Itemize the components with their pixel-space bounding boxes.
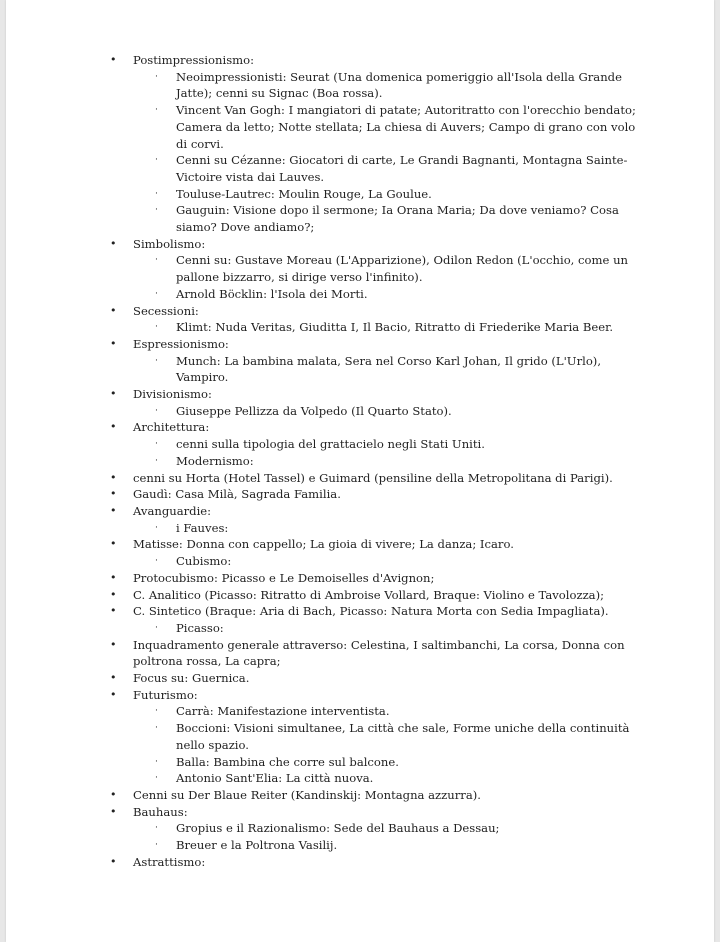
- list-item-text: Neoimpressionisti: Seurat (Una domenica pomeriggio all'Isola della Grande Jatte); cenni su Signac (Boa rossa).: [176, 69, 622, 101]
- list-item: [6, 503, 714, 520]
- sub-bullet-icon: ·: [155, 188, 158, 199]
- list-item-text: Espressionismo:: [133, 336, 229, 351]
- list-item-text: Protocubismo: Picasso e Le Demoiselles d'Avignon;: [133, 570, 435, 585]
- list-item-text: Gaudì: Casa Milà, Sagrada Familia.: [133, 487, 341, 502]
- list-item-text: cenni su Horta (Hotel Tassel) e Guimard (pensiline della Metropolitana di Parigi).: [133, 470, 613, 485]
- sub-list-item: [6, 720, 714, 753]
- bullet-icon: •: [110, 604, 117, 618]
- list-item-text: Matisse: Donna con cappello; La gioia di vivere; La danza; Icaro.: [133, 537, 514, 552]
- bullet-icon: •: [110, 587, 117, 601]
- sub-list-item: [6, 703, 714, 720]
- sub-bullet-icon: ·: [155, 522, 158, 533]
- list-item: [6, 854, 714, 871]
- sub-bullet-icon: ·: [155, 706, 158, 717]
- list-item: [6, 419, 714, 436]
- sub-bullet-icon: ·: [155, 455, 158, 466]
- list-item-text: Cubismo:: [176, 554, 232, 569]
- sub-list-item: [6, 820, 714, 837]
- list-item-text: Futurismo:: [133, 687, 198, 702]
- list-item-text: Klimt: Nuda Veritas, Giuditta I, Il Bacio, Ritratto di Friederike Maria Beer.: [176, 320, 614, 335]
- sub-list-item: [6, 202, 714, 235]
- sub-bullet-icon: ·: [155, 205, 158, 216]
- list-item-text: Touluse-Lautrec: Moulin Rouge, La Goulue.: [176, 186, 432, 201]
- list-item-text: Architettura:: [133, 420, 210, 435]
- sub-list-item: [6, 252, 714, 285]
- sub-bullet-icon: ·: [155, 622, 158, 633]
- list-item: [6, 637, 714, 670]
- document-page: [6, 0, 714, 942]
- list-item-text: Arnold Böcklin: l'Isola dei Morti.: [176, 286, 368, 301]
- list-item: [6, 804, 714, 821]
- sub-list-item: [6, 553, 714, 570]
- bullet-icon: •: [110, 420, 117, 434]
- list-item-text: C. Analitico (Picasso: Ritratto di Ambroise Vollard, Braque: Violino e Tavolozza);: [133, 587, 605, 602]
- list-item-text: Munch: La bambina malata, Sera nel Corso Karl Johan, Il grido (L'Urlo), Vampiro.: [176, 353, 602, 385]
- bullet-icon: •: [110, 487, 117, 501]
- sub-list-item: [6, 102, 714, 152]
- sub-bullet-icon: ·: [155, 255, 158, 266]
- list-item-text: Antonio Sant'Elia: La città nuova.: [176, 771, 374, 786]
- list-item-text: Gropius e il Razionalismo: Sede del Bauhaus a Dessau;: [176, 821, 500, 836]
- sub-bullet-icon: ·: [155, 322, 158, 333]
- list-item-text: Avanguardie:: [133, 503, 212, 518]
- sub-bullet-icon: ·: [155, 840, 158, 851]
- sub-bullet-icon: ·: [155, 723, 158, 734]
- topic-list: [6, 52, 714, 870]
- list-item-text: Breuer e la Poltrona Vasilij.: [176, 838, 338, 853]
- list-item-text: Gauguin: Visione dopo il sermone; Ia Orana Maria; Da dove veniamo? Cosa siamo? Dove andiamo?;: [176, 203, 619, 235]
- bullet-icon: •: [110, 687, 117, 701]
- bullet-icon: •: [110, 671, 117, 685]
- sub-list-item: [6, 436, 714, 453]
- sub-list-item: [6, 319, 714, 336]
- list-item-text: Secessioni:: [133, 303, 199, 318]
- list-item-text: Giuseppe Pellizza da Volpedo (Il Quarto Stato).: [176, 403, 452, 418]
- sub-bullet-icon: ·: [155, 71, 158, 82]
- bullet-icon: •: [110, 53, 117, 66]
- list-item-text: Cenni su: Gustave Moreau (L'Apparizione), Odilon Redon (L'occhio, come un pallone bizzarro, si dirige verso l'infinito).: [176, 253, 629, 285]
- list-item: [6, 787, 714, 804]
- list-item: [6, 536, 714, 553]
- list-item: [6, 486, 714, 503]
- list-item: [6, 303, 714, 320]
- list-item-text: Astrattismo:: [133, 854, 206, 869]
- bullet-icon: •: [110, 637, 117, 651]
- list-item: [6, 236, 714, 253]
- sub-bullet-icon: ·: [155, 439, 158, 450]
- list-item: [6, 670, 714, 687]
- bullet-icon: •: [110, 336, 117, 350]
- list-item-text: Vincent Van Gogh: I mangiatori di patate; Autoritratto con l'orecchio bendato; Camera da letto; Notte stellata; La chiesa di Auvers; Campo di grano con volo di corvi.: [176, 103, 636, 151]
- sub-bullet-icon: ·: [155, 756, 158, 767]
- sub-list-item: [6, 453, 714, 470]
- list-item-text: Carrà: Manifestazione interventista.: [176, 704, 390, 719]
- bullet-icon: •: [110, 236, 117, 250]
- list-item: [6, 386, 714, 403]
- list-item-text: Postimpressionismo:: [133, 53, 255, 67]
- sub-list-item: [6, 353, 714, 386]
- list-item: [6, 603, 714, 620]
- list-item-text: Focus su: Guernica.: [133, 671, 250, 686]
- list-item-text: Balla: Bambina che corre sul balcone.: [176, 754, 399, 769]
- sub-bullet-icon: ·: [155, 155, 158, 166]
- bullet-icon: •: [110, 570, 117, 584]
- sub-list-item: [6, 770, 714, 787]
- list-item-text: Divisionismo:: [133, 387, 212, 402]
- sub-bullet-icon: ·: [155, 556, 158, 567]
- bullet-icon: •: [110, 503, 117, 517]
- bullet-icon: •: [110, 303, 117, 317]
- list-item-text: C. Sintetico (Braque: Aria di Bach, Picasso: Natura Morta con Sedia Impagliata).: [133, 604, 609, 619]
- list-item-text: Boccioni: Visioni simultanee, La città che sale, Forme uniche della continuità nello spazio.: [176, 721, 630, 752]
- list-item: [6, 687, 714, 704]
- list-item-text: Cenni su Cézanne: Giocatori di carte, Le Grandi Bagnanti, Montagna Sainte-Victoire vista dai Lauves.: [176, 153, 628, 184]
- sub-bullet-icon: ·: [155, 288, 158, 299]
- list-item-text: Modernismo:: [176, 453, 254, 468]
- list-item: [6, 570, 714, 587]
- bullet-icon: •: [110, 787, 117, 801]
- sub-bullet-icon: ·: [155, 823, 158, 834]
- sub-list-item: [6, 186, 714, 203]
- bullet-icon: •: [110, 854, 117, 868]
- sub-list-item: [6, 520, 714, 537]
- list-item-text: cenni sulla tipologia del grattacielo negli Stati Uniti.: [176, 437, 485, 452]
- sub-bullet-icon: ·: [155, 355, 158, 366]
- sub-list-item: [6, 620, 714, 637]
- list-item-text: Simbolismo:: [133, 236, 206, 251]
- sub-bullet-icon: ·: [155, 405, 158, 416]
- list-item-text: Picasso:: [176, 620, 224, 635]
- bullet-icon: •: [110, 804, 117, 818]
- list-item-text: Inquadramento generale attraverso: Celestina, I saltimbanchi, La corsa, Donna con poltrona rossa, La capra;: [133, 637, 625, 669]
- sub-list-item: [6, 837, 714, 854]
- bullet-icon: •: [110, 537, 117, 551]
- list-item-text: Cenni su Der Blaue Reiter (Kandinskij: Montagna azzurra).: [133, 787, 481, 802]
- sub-list-item: [6, 754, 714, 771]
- list-item-text: i Fauves:: [176, 520, 229, 535]
- list-item: [6, 336, 714, 353]
- sub-list-item: [6, 152, 714, 185]
- sub-bullet-icon: ·: [155, 105, 158, 116]
- list-item: [6, 52, 714, 69]
- list-item: [6, 470, 714, 487]
- sub-list-item: [6, 286, 714, 303]
- sub-list-item: [6, 403, 714, 420]
- sub-bullet-icon: ·: [155, 773, 158, 784]
- sub-list-item: [6, 69, 714, 102]
- list-item: [6, 587, 714, 604]
- bullet-icon: •: [110, 470, 117, 484]
- bullet-icon: •: [110, 387, 117, 401]
- list-item-text: Bauhaus:: [133, 804, 188, 819]
